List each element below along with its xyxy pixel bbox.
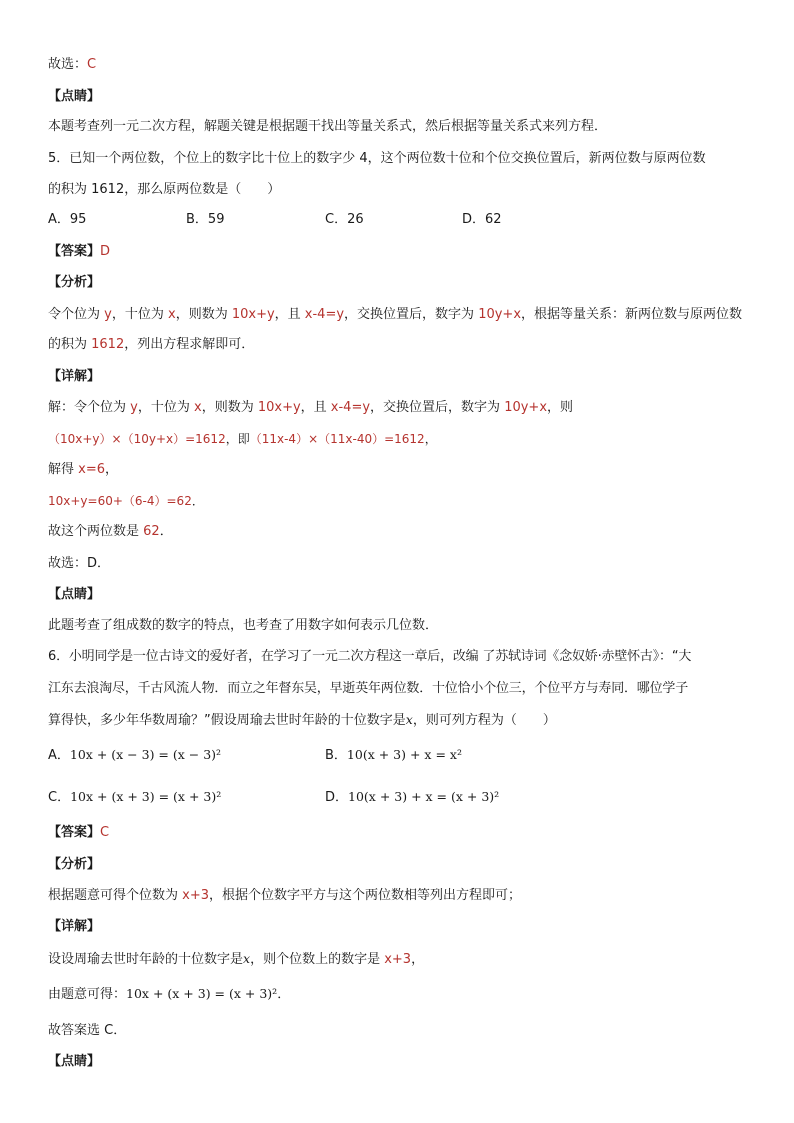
q5-answer-value: D	[100, 244, 111, 259]
q5-comment-text: 此题考查了组成数的数字的特点，也考查了用数字如何表示几位数．	[48, 618, 439, 633]
q5-answer-header: 【答案】	[48, 244, 101, 259]
q4-comment-header: 【点睛】	[48, 89, 101, 104]
q6-stem-line1: 6．小明同学是一位古诗文的爱好者，在学习了一元二次方程这一章后，改编 了苏轼诗词《念奴娇·赤壁怀古》：“大	[48, 649, 692, 664]
q6-answer-line	[48, 824, 109, 842]
q6-stem-line3: 算得快，多少年华数周瑜？”假设周瑜去世时年龄的十位数字是x，则可列方程为（ ）	[48, 712, 556, 728]
q6-detail-line1: 设设周瑜去世时年龄的十位数字是x，则个位数上的数字是 x+3，	[48, 951, 425, 967]
q5-detail-line6: 故选：D．	[48, 556, 111, 571]
q6-answer-value: C	[100, 825, 110, 840]
q6-analysis-text: 根据题意可得个位数为 x+3，根据个位数字平方与这个两位数相等列出方程即可；	[48, 888, 522, 903]
q5-detail-header: 【详解】	[48, 369, 101, 384]
q6-answer-header: 【答案】	[48, 825, 101, 840]
q6-option-c: C．10x + (x + 3) = (x + 3)²	[48, 789, 222, 805]
q6-analysis-header: 【分析】	[48, 857, 101, 872]
q5-detail-line2: （10x+y）×（10y+x）=1612，即（11x-4）×（11x-40）=1612，	[48, 432, 437, 446]
q5-option-b: B．59	[186, 212, 225, 227]
q6-option-a: A．10x + (x − 3) = (x − 3)²	[48, 747, 222, 763]
q4-answer-line: 故选：C	[48, 57, 97, 72]
q6-option-b: B．10(x + 3) + x = x²	[325, 747, 462, 763]
q5-analysis-header: 【分析】	[48, 275, 101, 290]
q5-option-a: A．95	[48, 212, 87, 227]
q5-analysis-line2: 的积为 1612，列出方程求解即可．	[48, 337, 255, 352]
q5-detail-line4: 10x+y=60+（6-4）=62．	[48, 494, 204, 508]
q5-detail-line5: 故这个两位数是 62．	[48, 524, 173, 539]
q5-analysis-line1: 令个位为 y，十位为 x，则数为 10x+y，且 x-4=y，交换位置后，数字为 10y+x，根据等量关系：新两位数与原两位数	[48, 307, 743, 322]
q5-stem-line2: 的积为 1612，那么原两位数是（ ）	[48, 182, 281, 197]
q6-stem-line2: 江东去浪淘尽，千古风流人物．而立之年督东吴，早逝英年两位数．十位恰小个位三，个位平方与寿同．哪位学子	[48, 681, 689, 696]
q5-detail-line3: 解得 x=6，	[48, 462, 119, 477]
q6-detail-line3: 故答案选 C．	[48, 1023, 127, 1038]
q5-answer-line	[48, 243, 110, 261]
q6-comment-header: 【点睛】	[48, 1054, 101, 1069]
q6-detail-header: 【详解】	[48, 919, 101, 934]
q6-detail-line2: 由题意可得：10x + (x + 3) = (x + 3)²．	[48, 986, 291, 1002]
q5-stem-line1: 5．已知一个两位数，个位上的数字比十位上的数字少 4，这个两位数十位和个位交换位置后，新两位数与原两位数	[48, 151, 706, 166]
q6-option-d: D．10(x + 3) + x = (x + 3)²	[325, 789, 500, 805]
q5-detail-line1: 解：令个位为 y，十位为 x，则数为 10x+y，且 x-4=y，交换位置后，数字为 10y+x，则	[48, 400, 574, 415]
q4-comment-text: 本题考查列一元二次方程，解题关键是根据题干找出等量关系式，然后根据等量关系式来列方程．	[48, 119, 608, 134]
q5-option-d: D．62	[462, 212, 502, 227]
q4-answer-value: C	[87, 57, 97, 72]
q5-comment-header: 【点睛】	[48, 587, 101, 602]
q5-option-c: C．26	[325, 212, 364, 227]
